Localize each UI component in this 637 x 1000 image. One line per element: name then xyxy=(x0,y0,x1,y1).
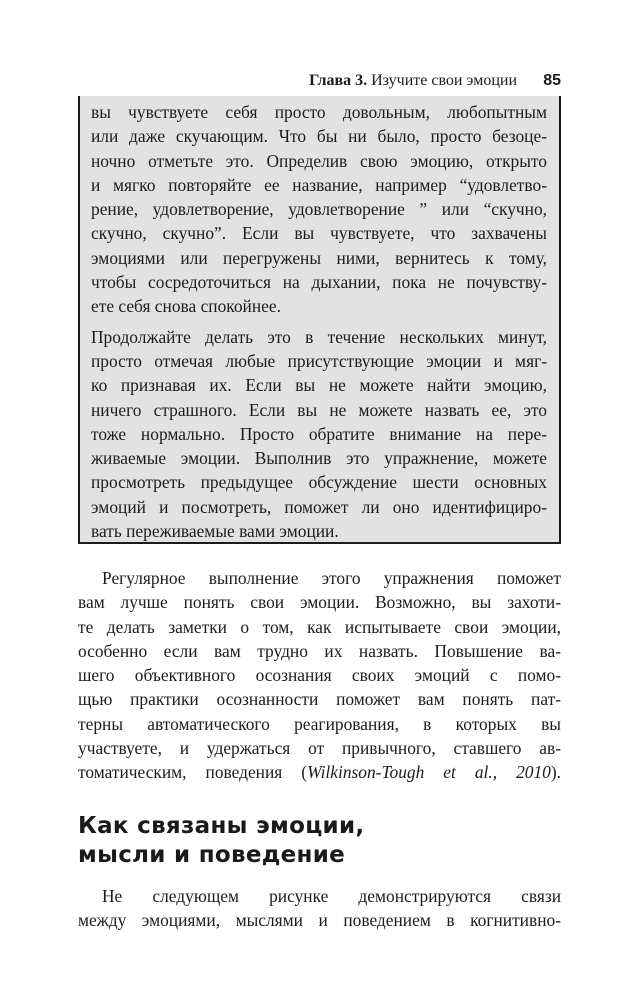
main-paragraph xyxy=(78,566,561,785)
citation: Wilkinson-Tough et al., 2010 xyxy=(307,762,551,783)
page-number: 85 xyxy=(543,72,561,89)
text-line: шего объективного осознания своих эмоций с помо- xyxy=(78,665,561,686)
text-line-with-citation xyxy=(78,760,561,784)
text-fragment: ). xyxy=(550,762,561,783)
text-line: скучно, скучно”. Если вы чувствуете, что захвачены xyxy=(91,223,547,244)
text-line: ничего страшного. Если вы не можете назвать ее, это xyxy=(91,399,547,420)
chapter-name: Изучите свои эмоции xyxy=(371,72,517,89)
section-heading xyxy=(78,812,561,870)
text-line: ко признавая их. Если вы не можете найти эмоцию, xyxy=(91,375,547,396)
text-line: вам лучше понять свои эмоции. Возможно, вы захоти- xyxy=(78,592,561,613)
text-line: чтобы сосредоточиться на дыхании, пока не почувству- xyxy=(91,272,547,293)
heading-line: Как связаны эмоции, xyxy=(78,813,365,839)
text-line: вы чувствуете себя просто довольным, любопытным xyxy=(91,102,547,122)
text-line: эмоций и посмотреть, поможет ли оно идентифициро- xyxy=(91,496,547,517)
text-fragment: томатическим, поведения ( xyxy=(78,762,308,783)
heading-line: мысли и поведение xyxy=(78,842,346,868)
text-line: Продолжайте делать это в течение нескольких минут, xyxy=(91,326,547,347)
running-header xyxy=(78,70,561,92)
exercise-paragraph-2 xyxy=(91,325,547,544)
text-line: и мягко повторяйте ее название, например “удовлетво- xyxy=(91,174,547,195)
text-line: или даже скучающим. Что бы ни было, просто безоце- xyxy=(91,126,547,147)
closing-paragraph xyxy=(78,884,561,933)
text-line: просто отмечая любые присутствующие эмоции и мяг- xyxy=(91,350,547,371)
chapter-title xyxy=(309,70,517,92)
text-line: ете себя снова спокойнее. xyxy=(91,296,281,317)
text-line: Регулярное выполнение этого упражнения поможет xyxy=(102,568,561,588)
text-line: эмоциями или перегружены ними, вернитесь к тому, xyxy=(91,247,547,268)
text-line: вать переживаемые вами эмоции. xyxy=(91,521,339,542)
exercise-paragraph-1 xyxy=(91,100,547,319)
text-line: ночно отметьте это. Определив свою эмоцию, открыто xyxy=(91,150,547,171)
text-line: просмотреть предыдущее обсуждение шести основных xyxy=(91,472,547,493)
text-line: те делать заметки о том, как испытываете свои эмоции, xyxy=(78,616,561,637)
text-line: тоже нормально. Просто обратите внимание на пере- xyxy=(91,423,547,444)
text-line: живаемые эмоции. Выполнив это упражнение, можете xyxy=(91,448,547,469)
text-line: терны автоматического реагирования, в которых вы xyxy=(78,713,561,734)
text-line: между эмоциями, мыслями и поведением в когнитивно- xyxy=(78,910,561,931)
text-line: Не следующем рисунке демонстрируются связи xyxy=(102,886,561,906)
exercise-box xyxy=(78,96,561,544)
chapter-label: Глава 3. xyxy=(309,72,368,89)
text-line: щью практики осознанности поможет вам понять пат- xyxy=(78,689,561,710)
text-line: особенно если вам трудно их назвать. Повышение ва- xyxy=(78,640,561,661)
text-line: участвуете, и удержаться от привычного, ставшего ав- xyxy=(78,738,561,759)
text-line: рение, удовлетворение, удовлетворение ” или “скучно, xyxy=(91,199,547,220)
